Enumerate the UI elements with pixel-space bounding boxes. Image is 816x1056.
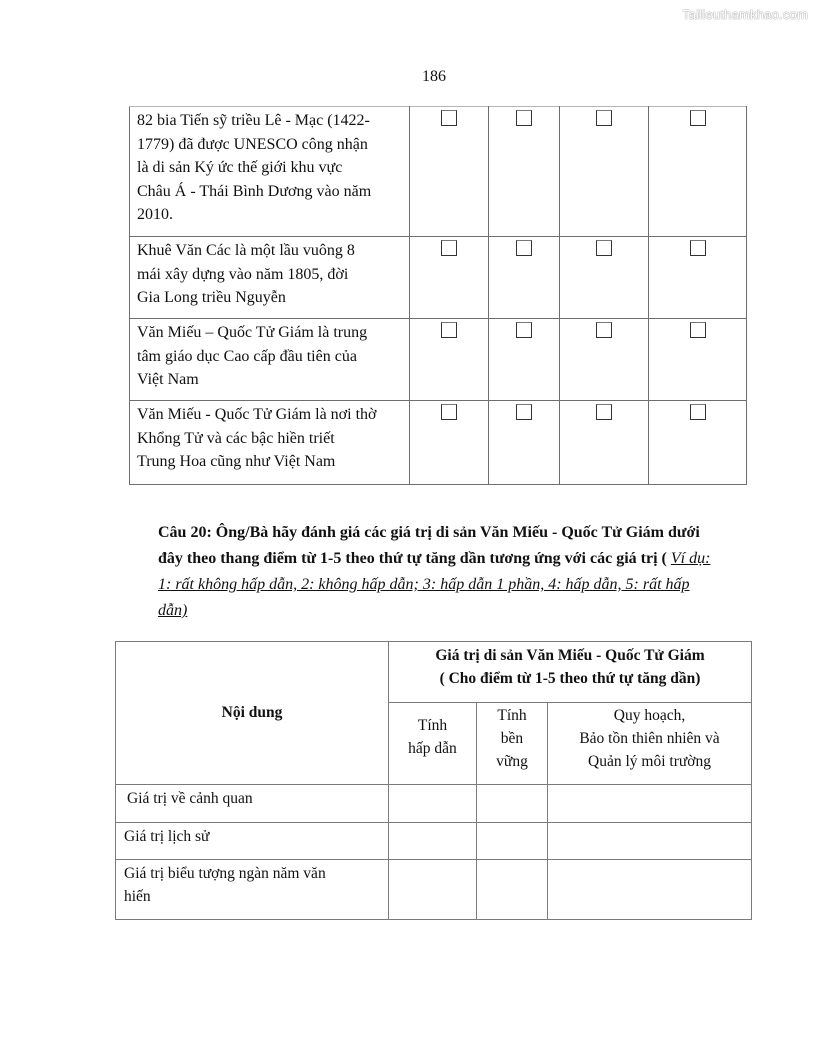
header-line: Bảo tồn thiên nhiên và (579, 730, 720, 747)
row-label-line: hiến (124, 888, 151, 905)
statement-line: Văn Miếu - Quốc Tử Giám là nơi thờ (137, 406, 377, 423)
option-cell (410, 237, 489, 319)
table-row (116, 823, 752, 860)
score-cell[interactable] (548, 860, 752, 920)
table-row (130, 319, 747, 401)
score-cell[interactable] (477, 860, 548, 920)
checkbox[interactable] (516, 110, 532, 126)
statement-cell (130, 107, 410, 237)
checkbox[interactable] (690, 240, 706, 256)
score-cell[interactable] (548, 823, 752, 860)
option-cell (489, 319, 560, 401)
group-header-line: ( Cho điểm từ 1-5 theo thứ tự tăng dần) (439, 670, 701, 687)
header-line: bền (500, 730, 524, 747)
option-cell (410, 401, 489, 485)
table-row (130, 401, 747, 485)
column-header-attractiveness (389, 703, 477, 785)
statement-line: 82 bia Tiến sỹ triều Lê - Mạc (1422- (137, 112, 370, 129)
checkbox[interactable] (441, 322, 457, 338)
checkbox[interactable] (596, 322, 612, 338)
header-line: Quy hoạch, (613, 707, 686, 724)
checkbox[interactable] (441, 240, 457, 256)
score-cell[interactable] (477, 823, 548, 860)
option-cell (410, 319, 489, 401)
checkbox[interactable] (441, 110, 457, 126)
statement-line: Trung Hoa cũng như Việt Nam (137, 453, 336, 470)
statement-line: Gia Long triều Nguyễn (137, 289, 286, 306)
row-label-line: Giá trị biểu tượng ngàn năm văn (124, 865, 326, 882)
statement-line: Việt Nam (137, 371, 199, 388)
table-row (130, 107, 747, 237)
row-label (116, 785, 389, 823)
statement-line: Văn Miếu – Quốc Tử Giám là trung (137, 324, 368, 341)
statement-line: mái xây dựng vào năm 1805, đời (137, 265, 349, 283)
score-cell[interactable] (389, 823, 477, 860)
checkbox[interactable] (690, 110, 706, 126)
row-label-line: Giá trị lịch sử (124, 828, 210, 845)
question-example: Ví dụ: 1: rất không hấp dẫn, 2: không hấp dẫn; 3: hấp dẫn 1 phần, 4: hấp dẫn, 5: rất hấp dẫn) (158, 550, 711, 619)
option-cell (410, 107, 489, 237)
statement-line: là di sản Ký ức thế giới khu vực (137, 159, 343, 176)
statement-table (129, 106, 747, 485)
header-line: hấp dẫn (408, 740, 457, 757)
option-cell (489, 401, 560, 485)
statement-line: tâm giáo dục Cao cấp đầu tiên của (137, 347, 357, 365)
checkbox[interactable] (596, 110, 612, 126)
checkbox[interactable] (516, 322, 532, 338)
statement-cell (130, 237, 410, 319)
rating-table (115, 641, 752, 920)
content-header: Nội dung (116, 642, 389, 785)
row-label (116, 823, 389, 860)
statement-line: Châu Á - Thái Bình Dương vào năm (137, 182, 372, 200)
option-cell (560, 401, 649, 485)
header-line: Tính (497, 707, 527, 724)
score-cell[interactable] (389, 860, 477, 920)
score-cell[interactable] (389, 785, 477, 823)
group-header-line: Giá trị di sản Văn Miếu - Quốc Tử Giám (435, 647, 705, 664)
score-cell[interactable] (548, 785, 752, 823)
score-cell[interactable] (477, 785, 548, 823)
option-cell (560, 237, 649, 319)
statement-line: Khổng Tử và các bậc hiền triết (137, 429, 335, 447)
checkbox[interactable] (596, 404, 612, 420)
row-label (116, 860, 389, 920)
column-header-sustainability (477, 703, 548, 785)
checkbox[interactable] (596, 240, 612, 256)
checkbox[interactable] (441, 404, 457, 420)
column-header-planning (548, 703, 752, 785)
statement-line: Khuê Văn Các là một lầu vuông 8 (137, 242, 355, 259)
table-row (130, 237, 747, 319)
header-line: Quản lý môi trường (588, 753, 711, 770)
statement-line: 1779) đã được UNESCO công nhận (137, 135, 368, 153)
header-line: Tính (417, 717, 448, 734)
statement-cell (130, 401, 410, 485)
option-cell (649, 237, 747, 319)
option-cell (649, 401, 747, 485)
checkbox[interactable] (516, 404, 532, 420)
table-row (116, 860, 752, 920)
row-label-line: Giá trị về cảnh quan (127, 790, 253, 807)
question-20 (158, 520, 718, 624)
page-number: 186 (422, 68, 446, 85)
checkbox[interactable] (516, 240, 532, 256)
checkbox[interactable] (690, 322, 706, 338)
statement-cell (130, 319, 410, 401)
watermark: Tailieuthamkhao.com (682, 7, 808, 22)
group-header (389, 642, 752, 703)
option-cell (489, 107, 560, 237)
table-row (116, 785, 752, 823)
checkbox[interactable] (690, 404, 706, 420)
statement-line: 2010. (137, 206, 173, 223)
option-cell (560, 319, 649, 401)
header-row (116, 642, 752, 703)
option-cell (649, 107, 747, 237)
option-cell (649, 319, 747, 401)
option-cell (560, 107, 649, 237)
option-cell (489, 237, 560, 319)
header-line: vững (496, 753, 528, 770)
question-text: Câu 20: Ông/Bà hãy đánh giá các giá trị di sản Văn Miếu - Quốc Tử Giám dưới đây theo thang điểm từ 1-5 theo thứ tự tăng dần tương ứng với các giá trị ( (158, 524, 700, 567)
